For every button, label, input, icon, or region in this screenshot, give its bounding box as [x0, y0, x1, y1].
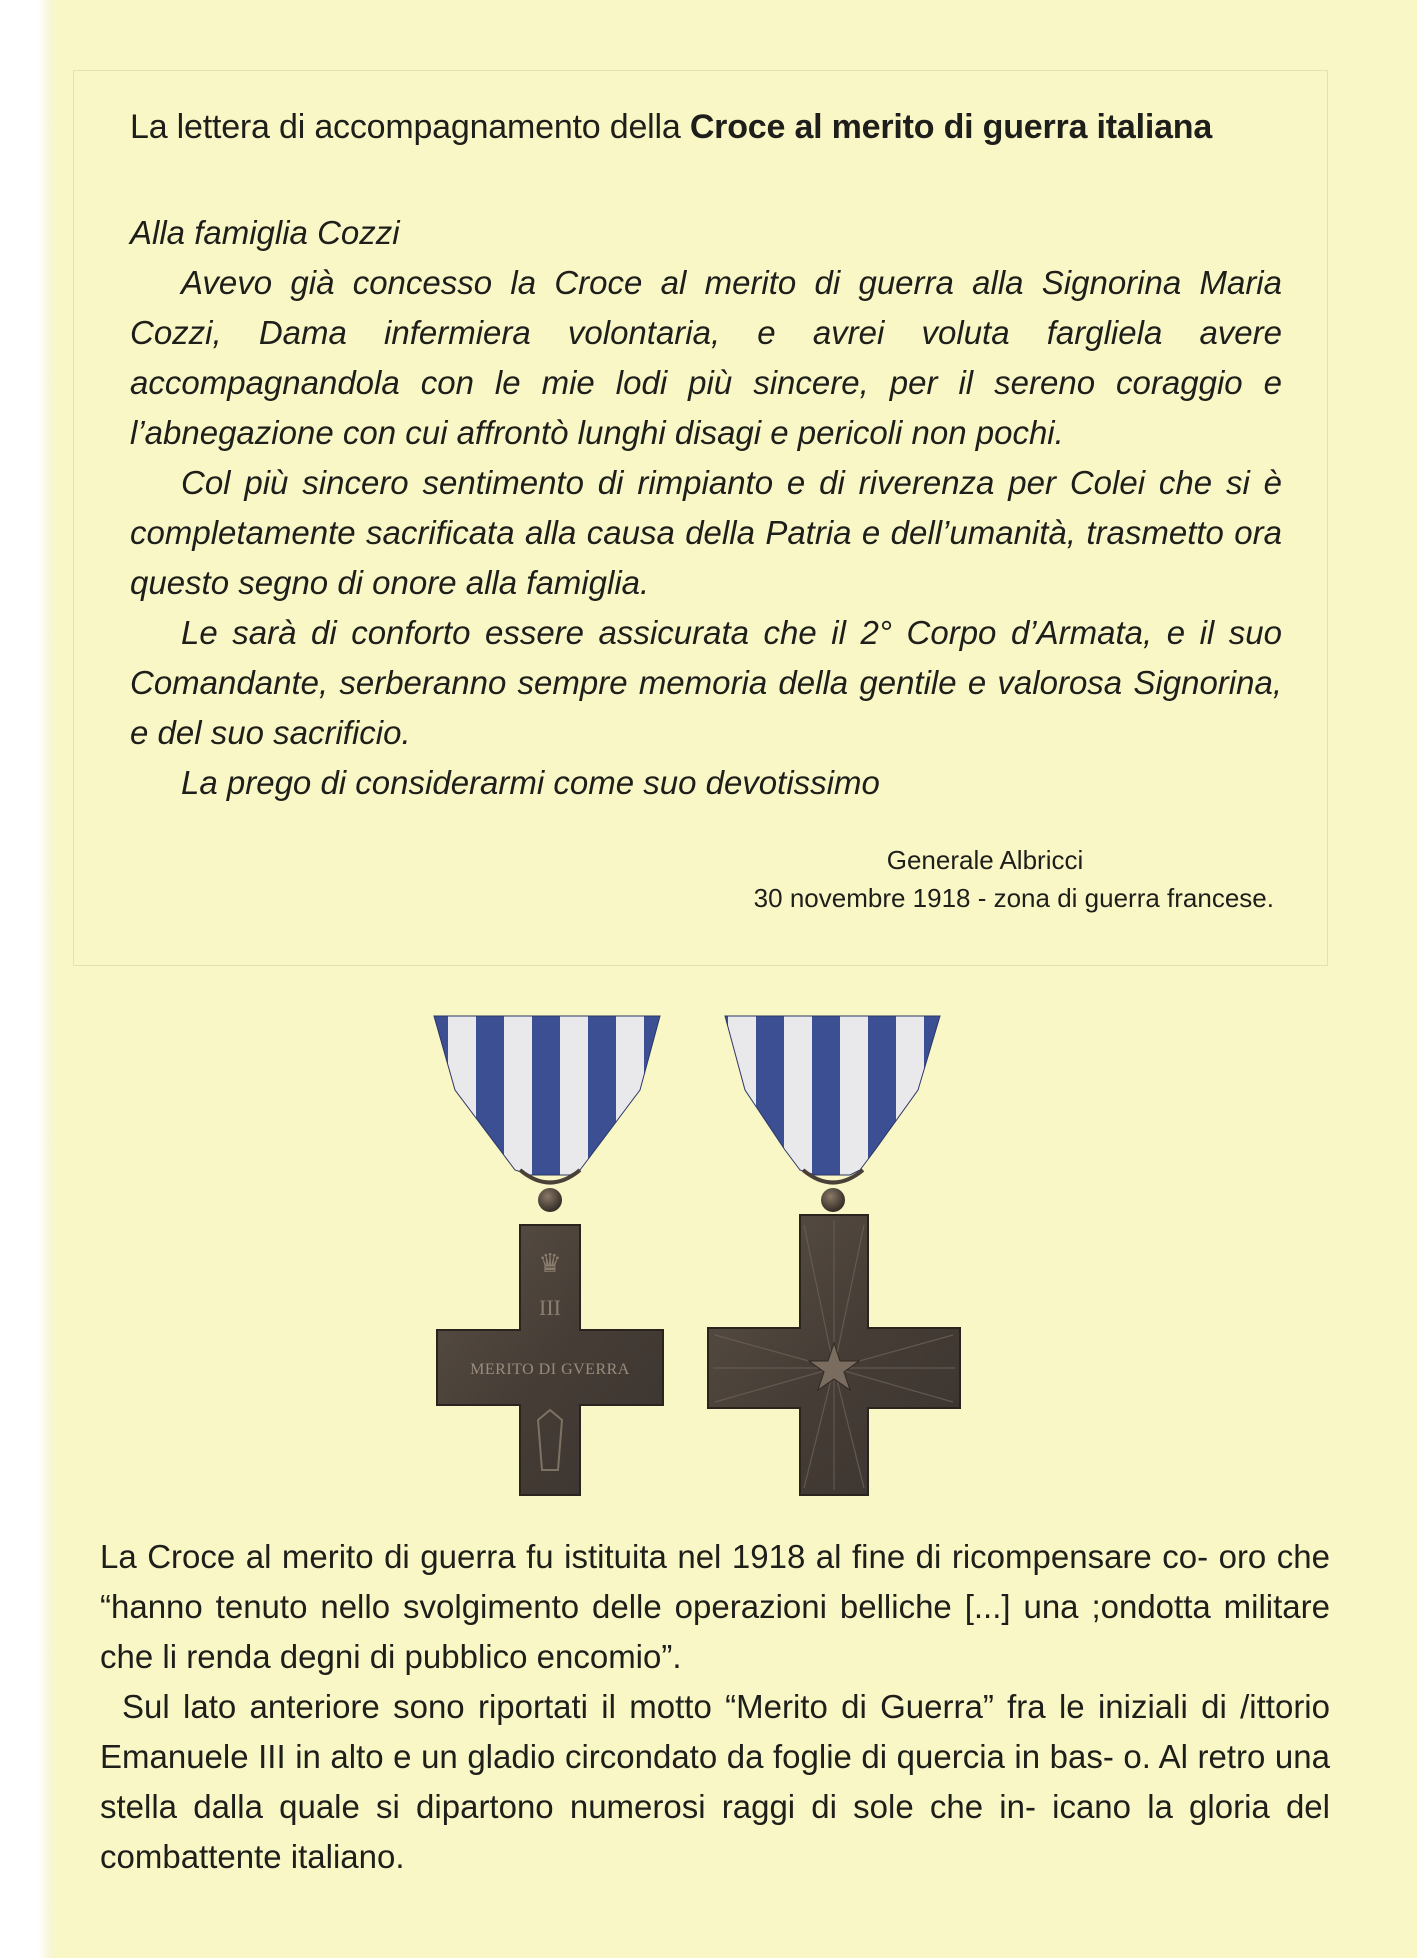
medal-front [434, 1016, 663, 1495]
letter-paragraph: La prego di considerarmi come suo devotissimo [181, 764, 880, 801]
heading-bold: Croce al merito di guerra italiana [689, 108, 1213, 146]
letter-paragraph: Avevo già concesso la Croce al merito di guerra alla Signorina Maria Cozzi, Dama infermiera volontaria, e avrei voluta fargliela avere accompagnandola con le mie lodi più sincere, per il sereno coraggio e l’abnegazione con cui affrontò lunghi disagi e pericoli non pochi. [130, 264, 1282, 451]
signature-name: Generale Albricci [886, 845, 1084, 875]
letter-salutation: Alla famiglia Cozzi [130, 214, 400, 251]
letter-paragraph: Col più sincero sentimento di rimpianto e di riverenza per Colei che si è completamente sacrificata alla causa della Patria e dell’umanità, trasmetto ora questo segno di onore alla famiglia. [130, 464, 1282, 601]
scan-edge [0, 0, 58, 1958]
letter-paragraph: Le sarà di conforto essere assicurata che il 2° Corpo d’Armata, e il suo Comandante, serberanno sempre memoria della gentile e valorosa Signorina, e del suo sacrificio. [130, 614, 1282, 751]
svg-text:♛: ♛ [538, 1249, 562, 1278]
caption-paragraph: Sul lato anteriore sono riportati il motto “Merito di Guerra” fra le iniziali di /ittorio Emanuele III in alto e un gladio circondato da foglie di quercia in bas- o. Al retro una stella dalla quale si dipartono numerosi raggi di sole che in- icano la gloria del combattente italiano. [100, 1688, 1330, 1875]
medal-front-text: MERITO DI GVERRA [470, 1361, 630, 1378]
heading-normal: La lettera di accompagnamento della [130, 108, 690, 146]
caption [100, 1532, 1330, 1882]
letter-text [130, 208, 1282, 808]
letter-heading [130, 108, 1212, 147]
signature-date: 30 novembre 1918 - zona di guerra francese. [753, 883, 1274, 913]
medal-back [708, 1016, 960, 1495]
caption-paragraph: La Croce al merito di guerra fu istituita nel 1918 al fine di ricompensare co- oro che “hanno tenuto nello svolgimento delle operazioni belliche [...] una ;ondotta militare che li renda degni di pubblico encomio”. [100, 1538, 1330, 1675]
medal-monogram: III [539, 1295, 561, 1320]
medal-photo [420, 1010, 980, 1500]
